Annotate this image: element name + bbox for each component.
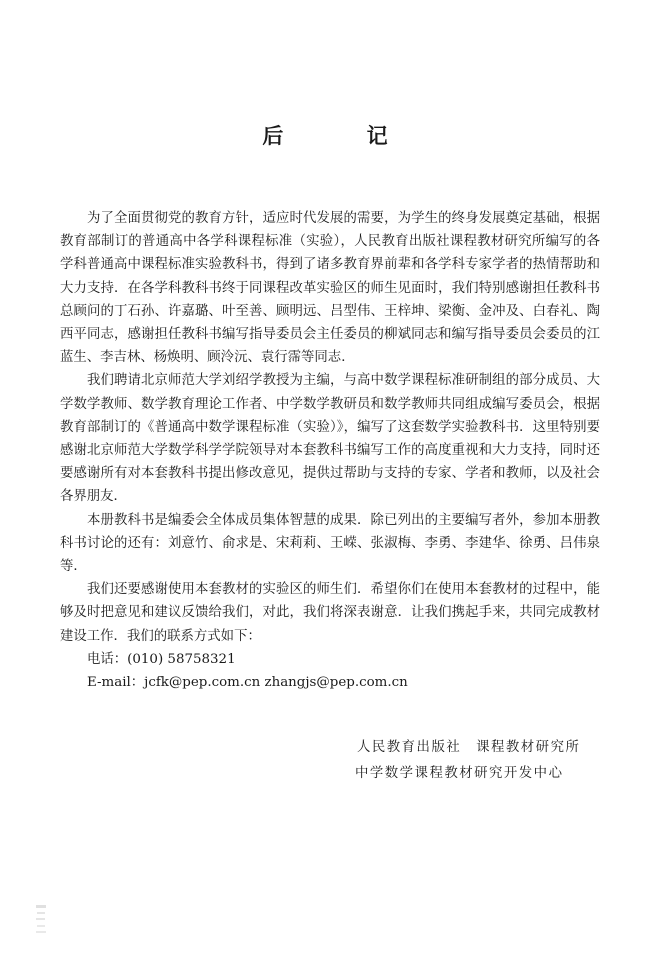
paragraph-3: 本册教科书是编委会全体成员集体智慧的成果．除已列出的主要编写者外，参加本册教科书讨论的还有：刘意竹、俞求是、宋莉莉、王嵘、张淑梅、李勇、李建华、徐勇、吕伟泉等． [60,512,600,575]
contact-email: E-mail：jcfk@pep.com.cn zhangjs@pep.com.cn [87,675,408,691]
paragraph-2: 我们聘请北京师范大学刘绍学教授为主编，与高中数学课程标准研制组的部分成员、大学数学教师、数学教育理论工作者、中学数学教研员和数学教师共同组成编写委员会，根据教育部制订的《普通高中数学课程标准（实验）》，编写了这套数学实验教科书．这里特别要感谢北京师范大学数学科学学院领导对本套教科书编写工作的高度重视和大力支持，同时还要感谢所有对本套教科书提出修改意见，提供过帮助与支持的专家、学者和教师，以及社会各界朋友． [60,373,600,505]
page-corner-mark [34,903,48,937]
signature-line-2: 中学数学课程教材研究开发中心 [355,766,564,781]
paragraph-1: 为了全面贯彻党的教育方针，适应时代发展的需要，为学生的终身发展奠定基础，根据教育部制订的普通高中各学科课程标准（实验），人民教育出版社课程教材研究所编写的各学科普通高中课程标准实验教科书，得到了诸多教育界前辈和各学科专家学者的热情帮助和大力支持．在各学科教科书终于同课程改革实验区的师生见面时，我们特别感谢担任教科书总顾问的丁石孙、许嘉璐、叶至善、顾明远、吕型伟、王梓坤、梁衡、金冲及、白春礼、陶西平同志，感谢担任教科书编写指导委员会主任委员的柳斌同志和编写指导委员会委员的江蓝生、李吉林、杨焕明、顾泠沅、袁行霈等同志． [60,211,600,366]
publisher-signature [357,735,580,787]
contact-phone: 电话：(010) 58758321 [87,651,236,667]
afterword-body [60,207,600,694]
page-title: 后 记 [262,124,426,148]
paragraph-4: 我们还要感谢使用本套教材的实验区的师生们．希望你们在使用本套教材的过程中，能够及时把意见和建议反馈给我们，对此，我们将深表谢意．让我们携起手来，共同完成教材建设工作．我们的联系方式如下： [60,582,600,644]
signature-line-1: 人民教育出版社 课程教材研究所 [357,740,581,755]
